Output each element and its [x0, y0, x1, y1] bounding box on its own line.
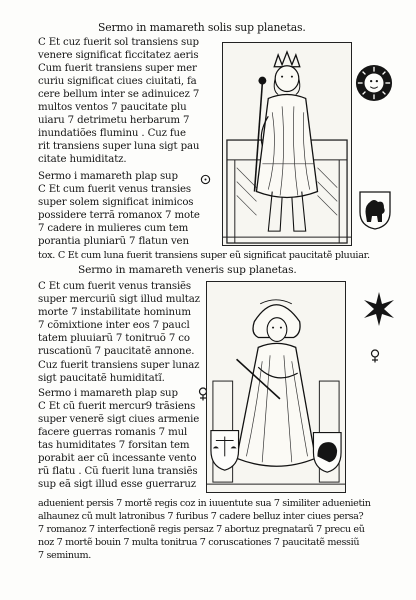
text-line: cere bellum inter se adinuicez 7: [38, 89, 200, 100]
woodcut-woman-venus: [206, 281, 346, 493]
text-line-wide: aduenient persis 7 mortẽ regis coz in iuuentute sua 7 similiter aduenietin: [38, 498, 371, 509]
text-line: Cum fuerit transiens super mer: [38, 63, 197, 74]
text-line: Sermo i mamareth plap sup: [38, 388, 178, 399]
text-line: multos ventos 7 paucitate plu: [38, 102, 187, 113]
text-line: Sermo i mamareth plap sup: [38, 171, 178, 182]
text-line: C Et cum fuerit venus transiẽs: [38, 281, 192, 292]
sun-face-icon: [355, 64, 393, 102]
text-line-wide: alhaunez cũ mult latronibus 7 furibus 7 cadere belluz inter ciues persa?: [38, 511, 364, 522]
text-line: Cuz fuerit transiens super lunaz: [38, 360, 200, 371]
text-line: porantia pluniarũ 7 flatun ven: [38, 236, 189, 247]
text-line: super venerẽ sigt ciues armenie: [38, 414, 200, 425]
six-pointed-star-icon: [364, 292, 394, 326]
text-line: C Et cum fuerit venus transies: [38, 184, 192, 195]
text-line: sup eã sigt illud esse guerraruz: [38, 479, 197, 490]
text-line: sigt paucitatẽ humiditatĩ.: [38, 373, 165, 384]
section2-heading: Sermo in mamareth veneris sup planetas.: [78, 264, 297, 276]
text-line: C Et cuz fuerit sol transiens sup: [38, 37, 199, 48]
text-line: super mercuriũ sigt illud multaz: [38, 294, 200, 305]
text-line: 7 cadere in mulieres cum tem: [38, 223, 189, 234]
text-line: citate humiditatz.: [38, 154, 127, 165]
text-line: 7 cõmixtione inter eos 7 paucl: [38, 320, 190, 331]
text-line: rũ flatu . Cũ fuerit luna transiẽs: [38, 466, 198, 477]
lion-shield-icon: [358, 190, 392, 230]
text-line-wide: tox. C Et cum luna fuerit transiens super eũ significat paucitatẽ pluuiar.: [38, 250, 370, 261]
text-line: C Et cũ fuerit mercur9 trãsiens: [38, 401, 196, 412]
text-line: super solem significat inimicos: [38, 197, 194, 208]
text-line: morte 7 instabilitate hominum: [38, 307, 191, 318]
text-line-wide: 7 romanoz 7 interfectionẽ regis persaz 7 abortuz pregnatarũ 7 precu eũ: [38, 524, 365, 535]
text-line-wide: 7 seminum.: [38, 550, 91, 561]
text-line: inundatiões fluminu . Cuz fue: [38, 128, 186, 139]
woodcut-king-sol: [222, 42, 352, 246]
text-line: possidere terrã romanox 7 mote: [38, 210, 200, 221]
text-line: venere significat ficcitatez aeris: [38, 50, 199, 61]
page-title: Sermo in mamareth solis sup planetas.: [98, 21, 306, 34]
text-line: tatem pluuiarũ 7 tonitruõ 7 co: [38, 333, 190, 344]
text-line: tas humiditates 7 forsitan tem: [38, 440, 190, 451]
text-line-wide: noz 7 mortẽ bouin 7 multa tonitrua 7 coruscationes 7 paucitatẽ messiũ: [38, 537, 360, 548]
text-line: uiaru 7 detrimetu herbarum 7: [38, 115, 190, 126]
text-line: rit transiens super luna sigt pau: [38, 141, 200, 152]
text-line: ruscationũ 7 paucitatẽ annone.: [38, 346, 195, 357]
sun-symbol-icon: [200, 170, 211, 181]
text-line: facere guerras romanis 7 mul: [38, 427, 188, 438]
venus-symbol-icon: [370, 348, 380, 362]
text-line: porabit aer cũ incessante vento: [38, 453, 197, 464]
text-line: curiu significat ciues ciuitati, fa: [38, 76, 197, 87]
